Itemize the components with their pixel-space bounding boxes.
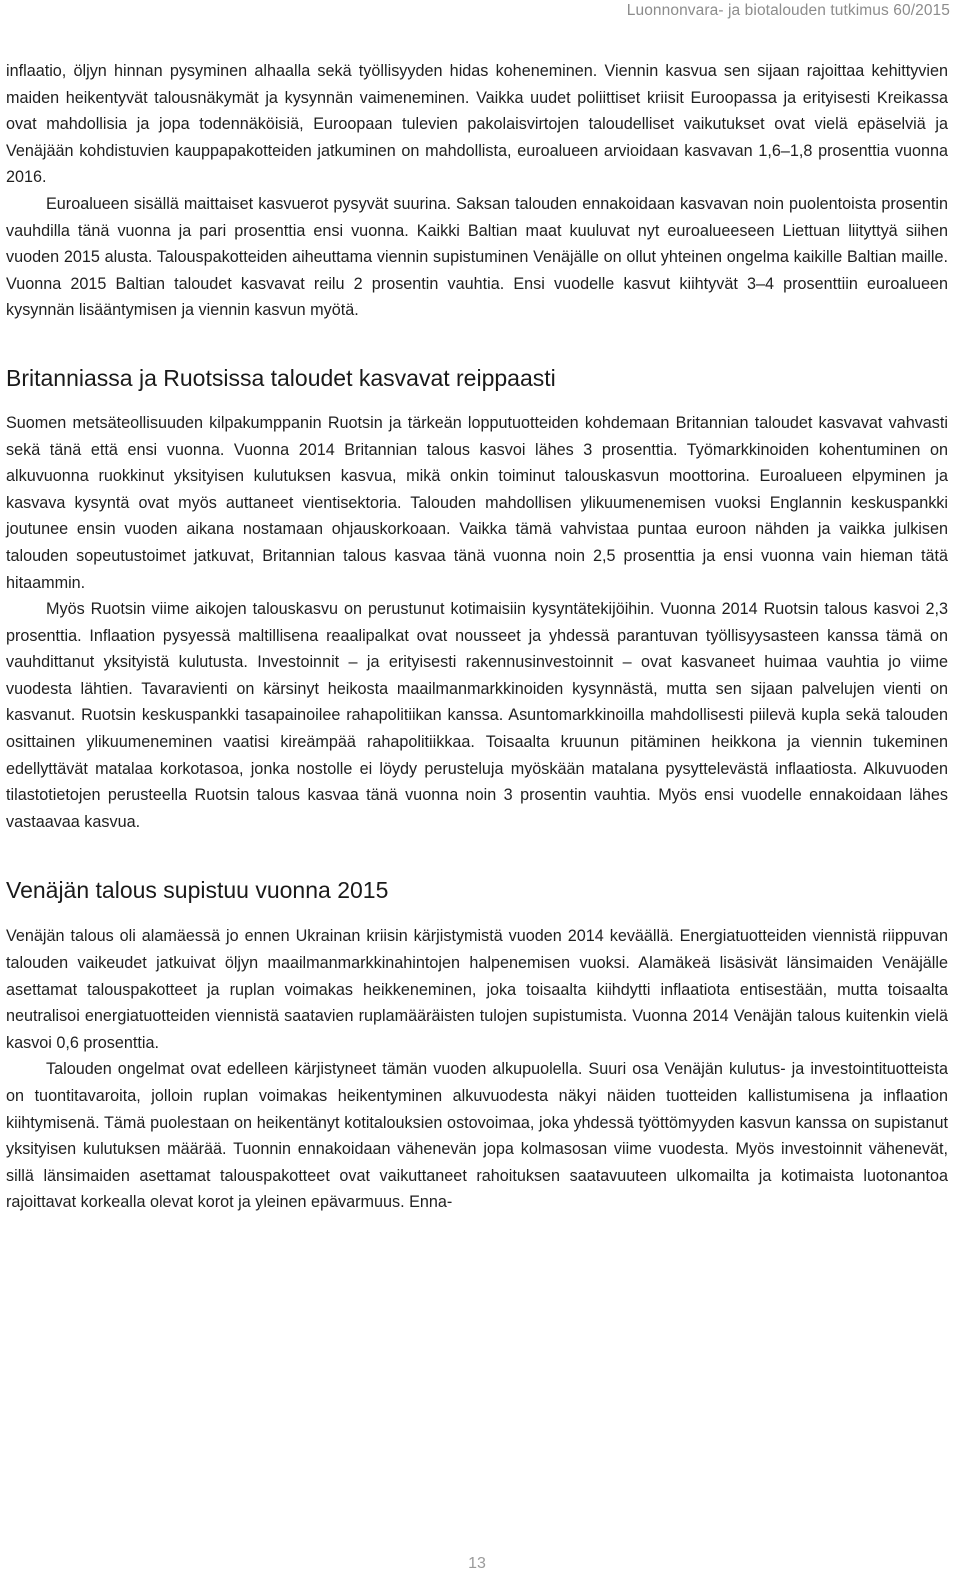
paragraph: Euroalueen sisällä maittaiset kasvuerot pysyvät suurina. Saksan talouden ennakoidaan kasvavan noin puolentoista prosentin vauhdilla tänä vuonna ja pari prosenttia ensi vuonna. Kaikki Baltian maat kuuluvat nyt euroalueeseen Liettuan liityttyä siihen vuoden 2015 alusta. Talouspakotteiden aiheuttama viennin supistuminen Venäjälle on ollut yhteinen ongelma kaikille Baltian maille. Vuonna 2015 Baltian taloudet kasvavat reilu 2 prosentin vauhtia. Ensi vuodelle kasvut kiihtyvät 3–4 prosenttiin euroalueen kysynnän lisääntymisen ja viennin kasvun myötä.: [6, 194, 948, 320]
section-heading: Britanniassa ja Ruotsissa taloudet kasvavat reippaasti: [6, 364, 556, 391]
page-number: 13: [468, 1555, 486, 1572]
paragraph: Myös Ruotsin viime aikojen talouskasvu on perustunut kotimaisiin kysyntätekijöihin. Vuonna 2014 Ruotsin talous kasvoi 2,3 prosenttia. Inflaation pysyessä maltillisena reaalipalkat ovat nousseet ja yhdessä parantuvan työllisyysasteen kanssa tämä on vauhdittanut yksityistä kulutusta. Investoinnit – ja erityisesti rakennusinvestoinnit – ovat kasvaneet huimaa vauhtia jo viime vuodesta lähtien. Tavaravienti on kärsinyt heikosta maailmanmarkkinoiden kysynnästä, mutta sen sijaan palvelujen vienti on kasvanut. Ruotsin keskuspankki tasapainoilee rahapolitiikan kanssa. Asuntomarkkinoilla mahdollisesti piilevä kupla sekä talouden osittainen ylikuumeneminen vaatisi kireämpää rahapolitiikkaa. Toisaalta kruunun pitäminen heikkona ja viennin tukeminen edellyttävät matalaa korkotasoa, jonka nostolle ei löydy perusteluja myöskään matalana pysyttelevästä inflaatiosta. Alkuvuoden tilastotietojen perusteella Ruotsin talous kasvaa tänä vuonna noin 3 prosentin vauhtia. Myös ensi vuodelle ennakoidaan lähes vastaavaa kasvua.: [6, 600, 948, 831]
paragraph: Talouden ongelmat ovat edelleen kärjistyneet tämän vuoden alkupuolella. Suuri osa Venäjän kulutus- ja investointituotteista on tuontitavaroita, jolloin ruplan voimakas heikentyminen alkuvuodesta näkyi näiden tuotteiden kallistumisena ja inflaation kiihtymisenä. Tämä puolestaan on heikentänyt kotitalouksien ostovoimaa, joka yhdessä työttömyyden kasvun kanssa on supistanut yksityisen kulutuksen määrää. Tuonnin ennakoidaan vähenevän jopa kolmasosan viime vuodesta. Myös investoinnit vähenevät, sillä länsimaiden asettamat talouspakotteet ovat vaikuttaneet rahoituksen saatavuuteen ulkomailta ja kotimaista luotonantoa rajoittavat korkealla olevat korot ja yleinen epävarmuus. Enna-: [6, 1060, 948, 1212]
section-heading: Venäjän talous supistuu vuonna 2015: [6, 877, 389, 904]
paragraph: Suomen metsäteollisuuden kilpakumppanin Ruotsin ja tärkeän lopputuotteiden kohdemaan Britannian taloudet kasvavat vahvasti sekä tänä että ensi vuonna. Vuonna 2014 Britannian talous kasvoi lähes 3 prosenttia. Työmarkkinoiden kohentuminen on alkuvuonna ruokkinut yksityisen kulutuksen kasvua, mikä onkin toiminut talouskasvun moottorina. Euroalueen elpyminen ja kasvava kysyntä ovat myös auttaneet vientisektoria. Talouden mahdollisen ylikuumenemisen vuoksi Englannin keskuspankki joutunee ensin vuoden aikana nostamaan ohjauskorkoaan. Vaikka tämä vahvistaa puntaa euroon nähden ja vaikka julkisen talouden sopeutustoimet jatkuvat, Britannian talous kasvaa tänä vuonna noin 2,5 prosenttia ja ensi vuonna vain hieman tätä hitaammin.: [6, 413, 948, 592]
document-body: [6, 58, 948, 1216]
paragraph: inflaatio, öljyn hinnan pysyminen alhaalla sekä työllisyyden hidas koheneminen. Viennin kasvua sen sijaan rajoittaa kehittyvien maiden heikentyvät talousnäkymät ja kysynnän vaimeneminen. Vaikka uudet poliittiset kriisit Euroopassa ja erityisesti Kreikassa ovat mahdollisia ja jopa todennäköisiä, Euroopaan tulevien pakolaisvirtojen taloudelliset vaikutukset ovat vielä epäselviä ja Venäjään kohdistuvien kauppapakotteiden jatkuminen on mahdollista, euroalueen arvioidaan kasvavan 1,6–1,8 prosenttia vuonna 2016.: [6, 62, 948, 187]
paragraph: Venäjän talous oli alamäessä jo ennen Ukrainan kriisin kärjistymistä vuoden 2014 keväällä. Energiatuotteiden viennistä riippuvan talouden vaikeudet jatkuivat öljyn maailmanmarkkinahintojen halpenemisen vuoksi. Alamäkeä lisäsivät länsimaiden Venäjälle asettamat talouspakotteet ja ruplan voimakas heikkeneminen, joka toisaalta kiihdytti inflaatiota entisestään, mutta toisaalta neutralisoi energiatuotteiden viennistä saatavien ruplamääräisten tulojen supistumista. Vuonna 2014 Venäjän talous kuitenkin vielä kasvoi 0,6 prosenttia.: [6, 927, 948, 1052]
running-header: Luonnonvara- ja biotalouden tutkimus 60/2015: [626, 2, 950, 19]
